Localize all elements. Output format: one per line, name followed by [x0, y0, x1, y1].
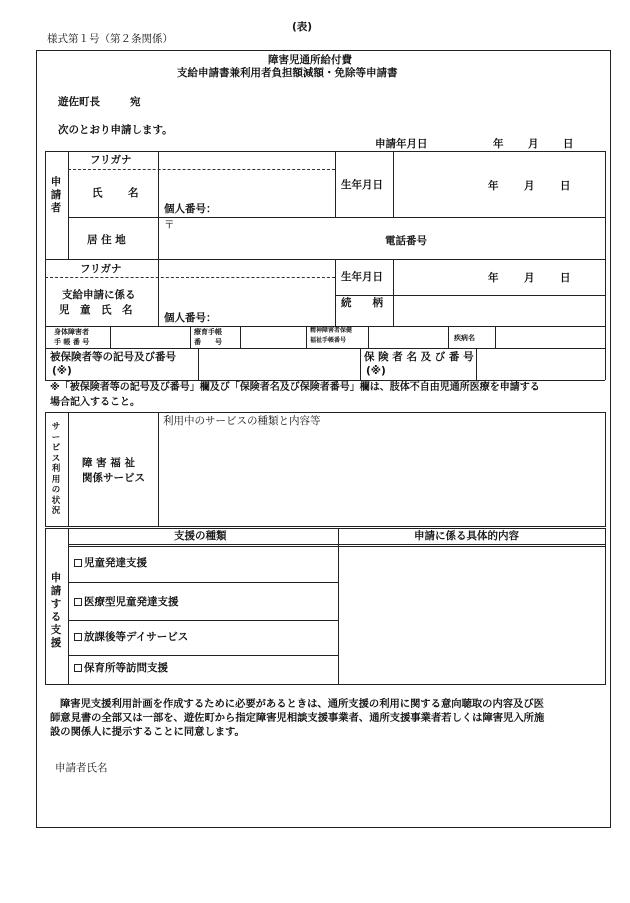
application-date-day: 日 — [563, 138, 574, 150]
checkbox-icon[interactable] — [74, 664, 82, 672]
applicant-furigana-label: フリガナ — [90, 154, 132, 166]
child-name-label-1: 支給申請に係る — [62, 289, 136, 301]
title-line-2: 支給申請書兼利用者負担額減額・免除等申請書 — [177, 67, 398, 79]
consent-line-2: 師意見書の全部又は一部を、遊佐町から指定障害児相談支援事業者、通所支援事業者若しくは障害児入所施 — [50, 712, 545, 724]
child-birth-divider-2 — [393, 259, 394, 326]
applicant-name-label-2: 名 — [128, 187, 139, 199]
applicant-birth-label: 生年月日 — [341, 179, 383, 191]
addressee-honorific: 宛 — [130, 96, 141, 108]
insurer-label: 保 険 者 名 及 び 番 号 — [364, 351, 474, 363]
form-number: 様式第１号（第２条関係） — [47, 33, 173, 45]
applicant-address-label: 居 住 地 — [87, 234, 126, 246]
handbook-bottom-line — [45, 348, 605, 349]
child-birth-day: 日 — [560, 272, 571, 284]
table-top-border — [45, 151, 605, 152]
consent-line-3: 設の関係人に提示することに同意します。 — [50, 726, 245, 738]
child-furigana-label: フリガナ — [80, 263, 122, 275]
side-label: (表) — [292, 21, 313, 33]
applicant-birth-divider-2 — [393, 151, 394, 217]
checkbox-icon[interactable] — [74, 633, 82, 641]
handbook-divider-1 — [110, 326, 111, 348]
support-header-line-double — [68, 546, 606, 547]
checkbox-icon[interactable] — [74, 598, 82, 606]
child-birth-month: 月 — [524, 272, 535, 284]
applicant-furigana-line — [68, 169, 335, 170]
child-birth-divider-1 — [335, 259, 336, 326]
handbook-divider-3 — [240, 326, 241, 348]
support-item-medical-child-development[interactable]: 医療型児童発達支援 — [74, 597, 179, 608]
applicant-name-label-1: 氏 — [92, 187, 103, 199]
physical-handbook-label-2: 手 帳 番 号 — [54, 338, 90, 346]
disease-label: 疾病名 — [454, 334, 475, 342]
insurance-divider-3 — [476, 348, 477, 380]
service-label-divider — [68, 412, 69, 527]
support-item-nursery-visit-support[interactable]: 保育所等訪問支援 — [74, 663, 168, 674]
child-relation-label: 続 柄 — [341, 297, 383, 309]
applicant-birth-year: 年 — [488, 180, 499, 192]
support-header-line — [68, 544, 606, 545]
application-date-year: 年 — [493, 138, 504, 150]
label-column-divider — [158, 151, 159, 326]
applicant-section-label: 申請者 — [50, 176, 62, 214]
applicant-personal-number-label: 個人番号： — [164, 203, 217, 215]
insurer-note: (※) — [366, 365, 386, 377]
applicant-signature-label: 申請者氏名 — [55, 762, 108, 774]
applicant-birth-day: 日 — [560, 180, 571, 192]
handbook-divider-6 — [448, 326, 449, 348]
child-name-label-2: 児 童 氏 名 — [59, 304, 133, 316]
application-date-month: 月 — [528, 138, 539, 150]
child-birth-bottom-line — [335, 295, 605, 296]
physical-handbook-label-1: 身体障害者 — [54, 328, 89, 336]
support-item-after-school-day-service[interactable]: 放課後等デイサービス — [74, 632, 188, 643]
service-category-label-1: 障 害 福 祉 — [82, 457, 135, 469]
rehab-handbook-label-1: 療育手帳 — [194, 328, 222, 336]
support-detail-header: 申請に係る具体的内容 — [414, 530, 519, 542]
service-category-label-2: 関係サービス — [82, 472, 145, 484]
note-line-1: ※「被保険者等の記号及び番号」欄及び「保険者名及び保険者番号」欄は、肢体不自由児通所医療を申請する — [50, 382, 540, 393]
handbook-divider-4 — [306, 326, 307, 348]
child-birth-label: 生年月日 — [341, 271, 383, 283]
handbook-divider-2 — [190, 326, 191, 348]
support-item-child-development[interactable]: 児童発達支援 — [74, 558, 147, 569]
insurance-divider-1 — [198, 348, 199, 380]
support-label-divider — [68, 528, 69, 685]
child-personal-number-label: 個人番号： — [164, 312, 217, 324]
intro-text: 次のとおり申請します。 — [58, 124, 173, 136]
insurance-bottom-line — [45, 380, 605, 381]
applicant-label-divider — [68, 151, 69, 259]
note-line-2: 場合記入すること。 — [50, 397, 140, 408]
support-section-label: 申請する支援 — [50, 572, 62, 649]
support-row-line-1 — [68, 582, 338, 583]
applicant-name-bottom-line — [68, 217, 605, 218]
consent-line-1: 障害児支援利用計画を作成するために必要があるときは、通所支援の利用に関する意向聴取の内容及び医 — [60, 698, 544, 710]
service-status-box — [45, 412, 606, 527]
insured-number-note: (※) — [52, 365, 72, 377]
table-right-border — [605, 151, 606, 380]
application-date-label: 申請年月日 — [375, 138, 428, 150]
postal-mark: 〒 — [164, 219, 175, 231]
applicant-phone-label: 電話番号 — [385, 235, 427, 247]
support-type-header: 支援の種類 — [174, 530, 227, 542]
applicant-birth-month: 月 — [524, 180, 535, 192]
mental-handbook-label-1: 精神障害者保健 — [310, 327, 353, 334]
child-birth-year: 年 — [488, 272, 499, 284]
insurance-divider-2 — [360, 348, 361, 380]
service-category-divider — [158, 412, 159, 527]
support-row-line-3 — [68, 655, 338, 656]
support-column-divider — [338, 528, 339, 685]
support-row-line-2 — [68, 620, 338, 621]
handbook-divider-7 — [495, 326, 496, 348]
insured-number-label: 被保険者等の記号及び番号 — [50, 351, 176, 363]
applicant-birth-divider-1 — [335, 151, 336, 217]
rehab-handbook-label-2: 番 号 — [194, 338, 222, 346]
child-furigana-line — [45, 277, 335, 278]
applicant-section-bottom-line — [45, 259, 605, 260]
service-status-label: サービス利用の状況 — [51, 422, 61, 516]
addressee-name: 遊佐町長 — [58, 96, 100, 108]
service-content-label: 利用中のサービスの種類と内容等 — [163, 415, 321, 427]
mental-handbook-label-2: 福祉手帳番号 — [310, 337, 347, 344]
checkbox-icon[interactable] — [74, 559, 82, 567]
title-line-1: 障害児通所給付費 — [268, 54, 352, 66]
handbook-divider-5 — [368, 326, 369, 348]
table-left-border — [45, 151, 46, 380]
